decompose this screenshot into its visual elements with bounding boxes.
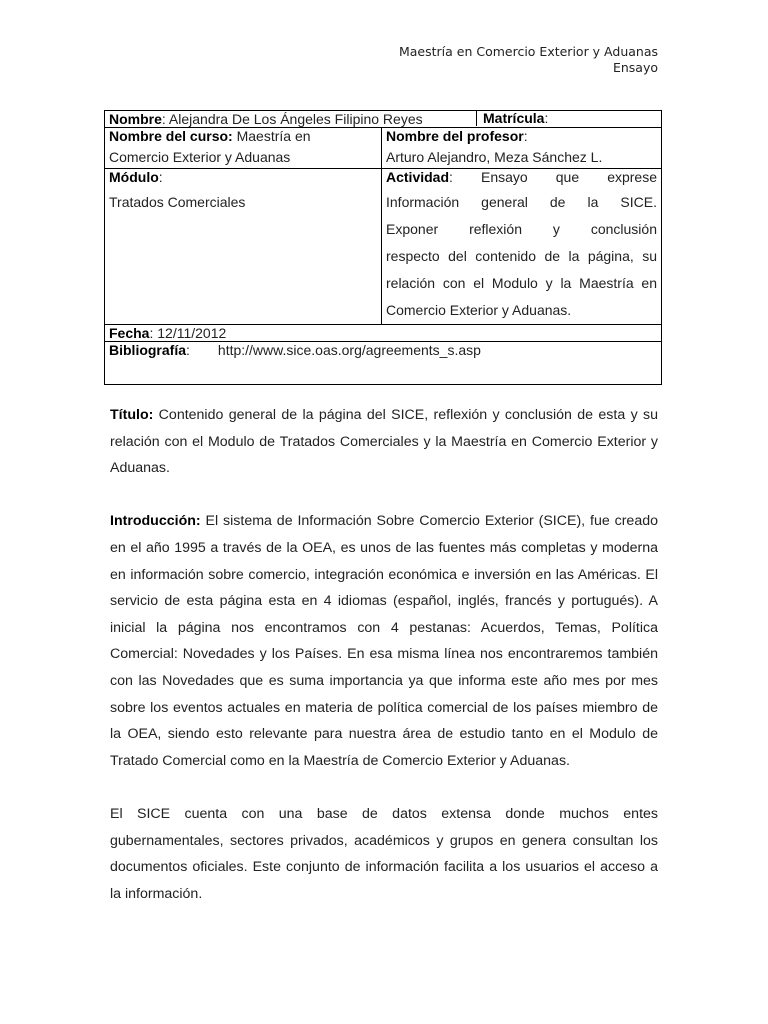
document-body [110, 402, 658, 934]
fecha-label: Fecha [109, 325, 150, 341]
introduccion-label: Introducción: [110, 513, 201, 530]
cell-curso [105, 128, 382, 169]
profesor-colon: : [523, 128, 528, 144]
fecha-value: : 12/11/2012 [149, 325, 227, 341]
nombre-label: Nombre [109, 111, 162, 127]
cell-modulo [105, 169, 382, 325]
modulo-value: Tratados Comerciales [109, 194, 246, 210]
profesor-label: Nombre del profesor [386, 128, 524, 144]
introduccion-paragraph [110, 508, 658, 774]
titulo-label: Título: [110, 407, 154, 423]
curso-label: Nombre del curso: [109, 128, 233, 144]
nombre-value: : Alejandra De Los Ángeles Filipino Reyes [161, 111, 423, 127]
actividad-text-2: Información general de la SICE. [386, 194, 657, 210]
bibliografia-colon: : [186, 342, 190, 358]
page-header [399, 44, 658, 76]
actividad-text-1: : Ensayo que exprese [449, 169, 657, 185]
titulo-text: Contenido general de la página del SICE, reflexión y conclusión de esta y su relación con el Modulo de Tratados Comerciales y la Maestría en Comercio Exterior y Aduanas. [110, 407, 658, 477]
bibliografia-label: Bibliografía [109, 342, 187, 358]
curso-value-1: Maestría en [232, 128, 311, 144]
profesor-value: Arturo Alejandro, Meza Sánchez L. [386, 149, 603, 165]
actividad-text-6: Comercio Exterior y Aduanas. [386, 302, 572, 318]
sice-text: El SICE cuenta con una base de datos extensa donde muchos entes gubernamentales, sectores privados, académicos y grupos en genera consultan los documentos oficiales. Este conjunto de información facilita a los usuarios el acceso a la información. [110, 805, 658, 902]
titulo-paragraph [110, 402, 658, 482]
bibliografia-url: http://www.sice.oas.org/agreements_s.asp [217, 342, 481, 358]
actividad-label: Actividad [386, 169, 450, 185]
introduccion-text: El sistema de Información Sobre Comercio Exterior (SICE), fue creado en el año 1995 a través de la OEA, es unos de las fuentes más completas y moderna en información sobre comercio, integración económica e inversión en las Américas. El servicio de esta página esta en 4 idiomas (español, inglés, francés y portugués). A inicial la página nos encontramos con 4 pestanas: Acuerdos, Temas, Política Comercial: Novedades y los Países. En esa misma línea nos encontraremos también con las Novedades que es suma importancia ya que informa este año mes por mes sobre los eventos actuales en materia de política comercial de los países miembro de la OEA, siendo esto relevante para nuestra área de estudio tanto en el Modulo de Tratado Comercial como en la Maestría de Comercio Exterior y Aduanas. [110, 513, 658, 769]
info-table [104, 110, 662, 385]
table-row-bibliografia [105, 342, 662, 385]
table-row-fecha [105, 325, 662, 342]
header-course-title: Maestría en Comercio Exterior y Aduanas [398, 44, 658, 59]
actividad-text-5: relación con el Modulo y la Maestría en [386, 275, 657, 291]
cell-bibliografia [105, 342, 662, 385]
table-row-nombre [105, 111, 662, 128]
cell-actividad [382, 169, 662, 325]
modulo-label: Módulo [109, 169, 159, 185]
table-row-modulo [105, 169, 662, 325]
cell-fecha [105, 325, 662, 342]
table-row-curso [105, 128, 662, 169]
cell-matricula [476, 110, 663, 126]
cell-nombre [105, 111, 662, 128]
sice-paragraph [110, 801, 658, 907]
curso-value-2: Comercio Exterior y Aduanas [109, 149, 291, 165]
actividad-text-3: Exponer reflexión y conclusión [386, 221, 657, 237]
header-doc-type: Ensayo [612, 60, 658, 75]
cell-profesor [382, 128, 662, 169]
modulo-colon: : [158, 169, 163, 185]
matricula-label: Matrícula [483, 109, 545, 126]
matricula-value: : [544, 109, 549, 126]
actividad-text-4: respecto del contenido de la página, su [386, 248, 657, 264]
